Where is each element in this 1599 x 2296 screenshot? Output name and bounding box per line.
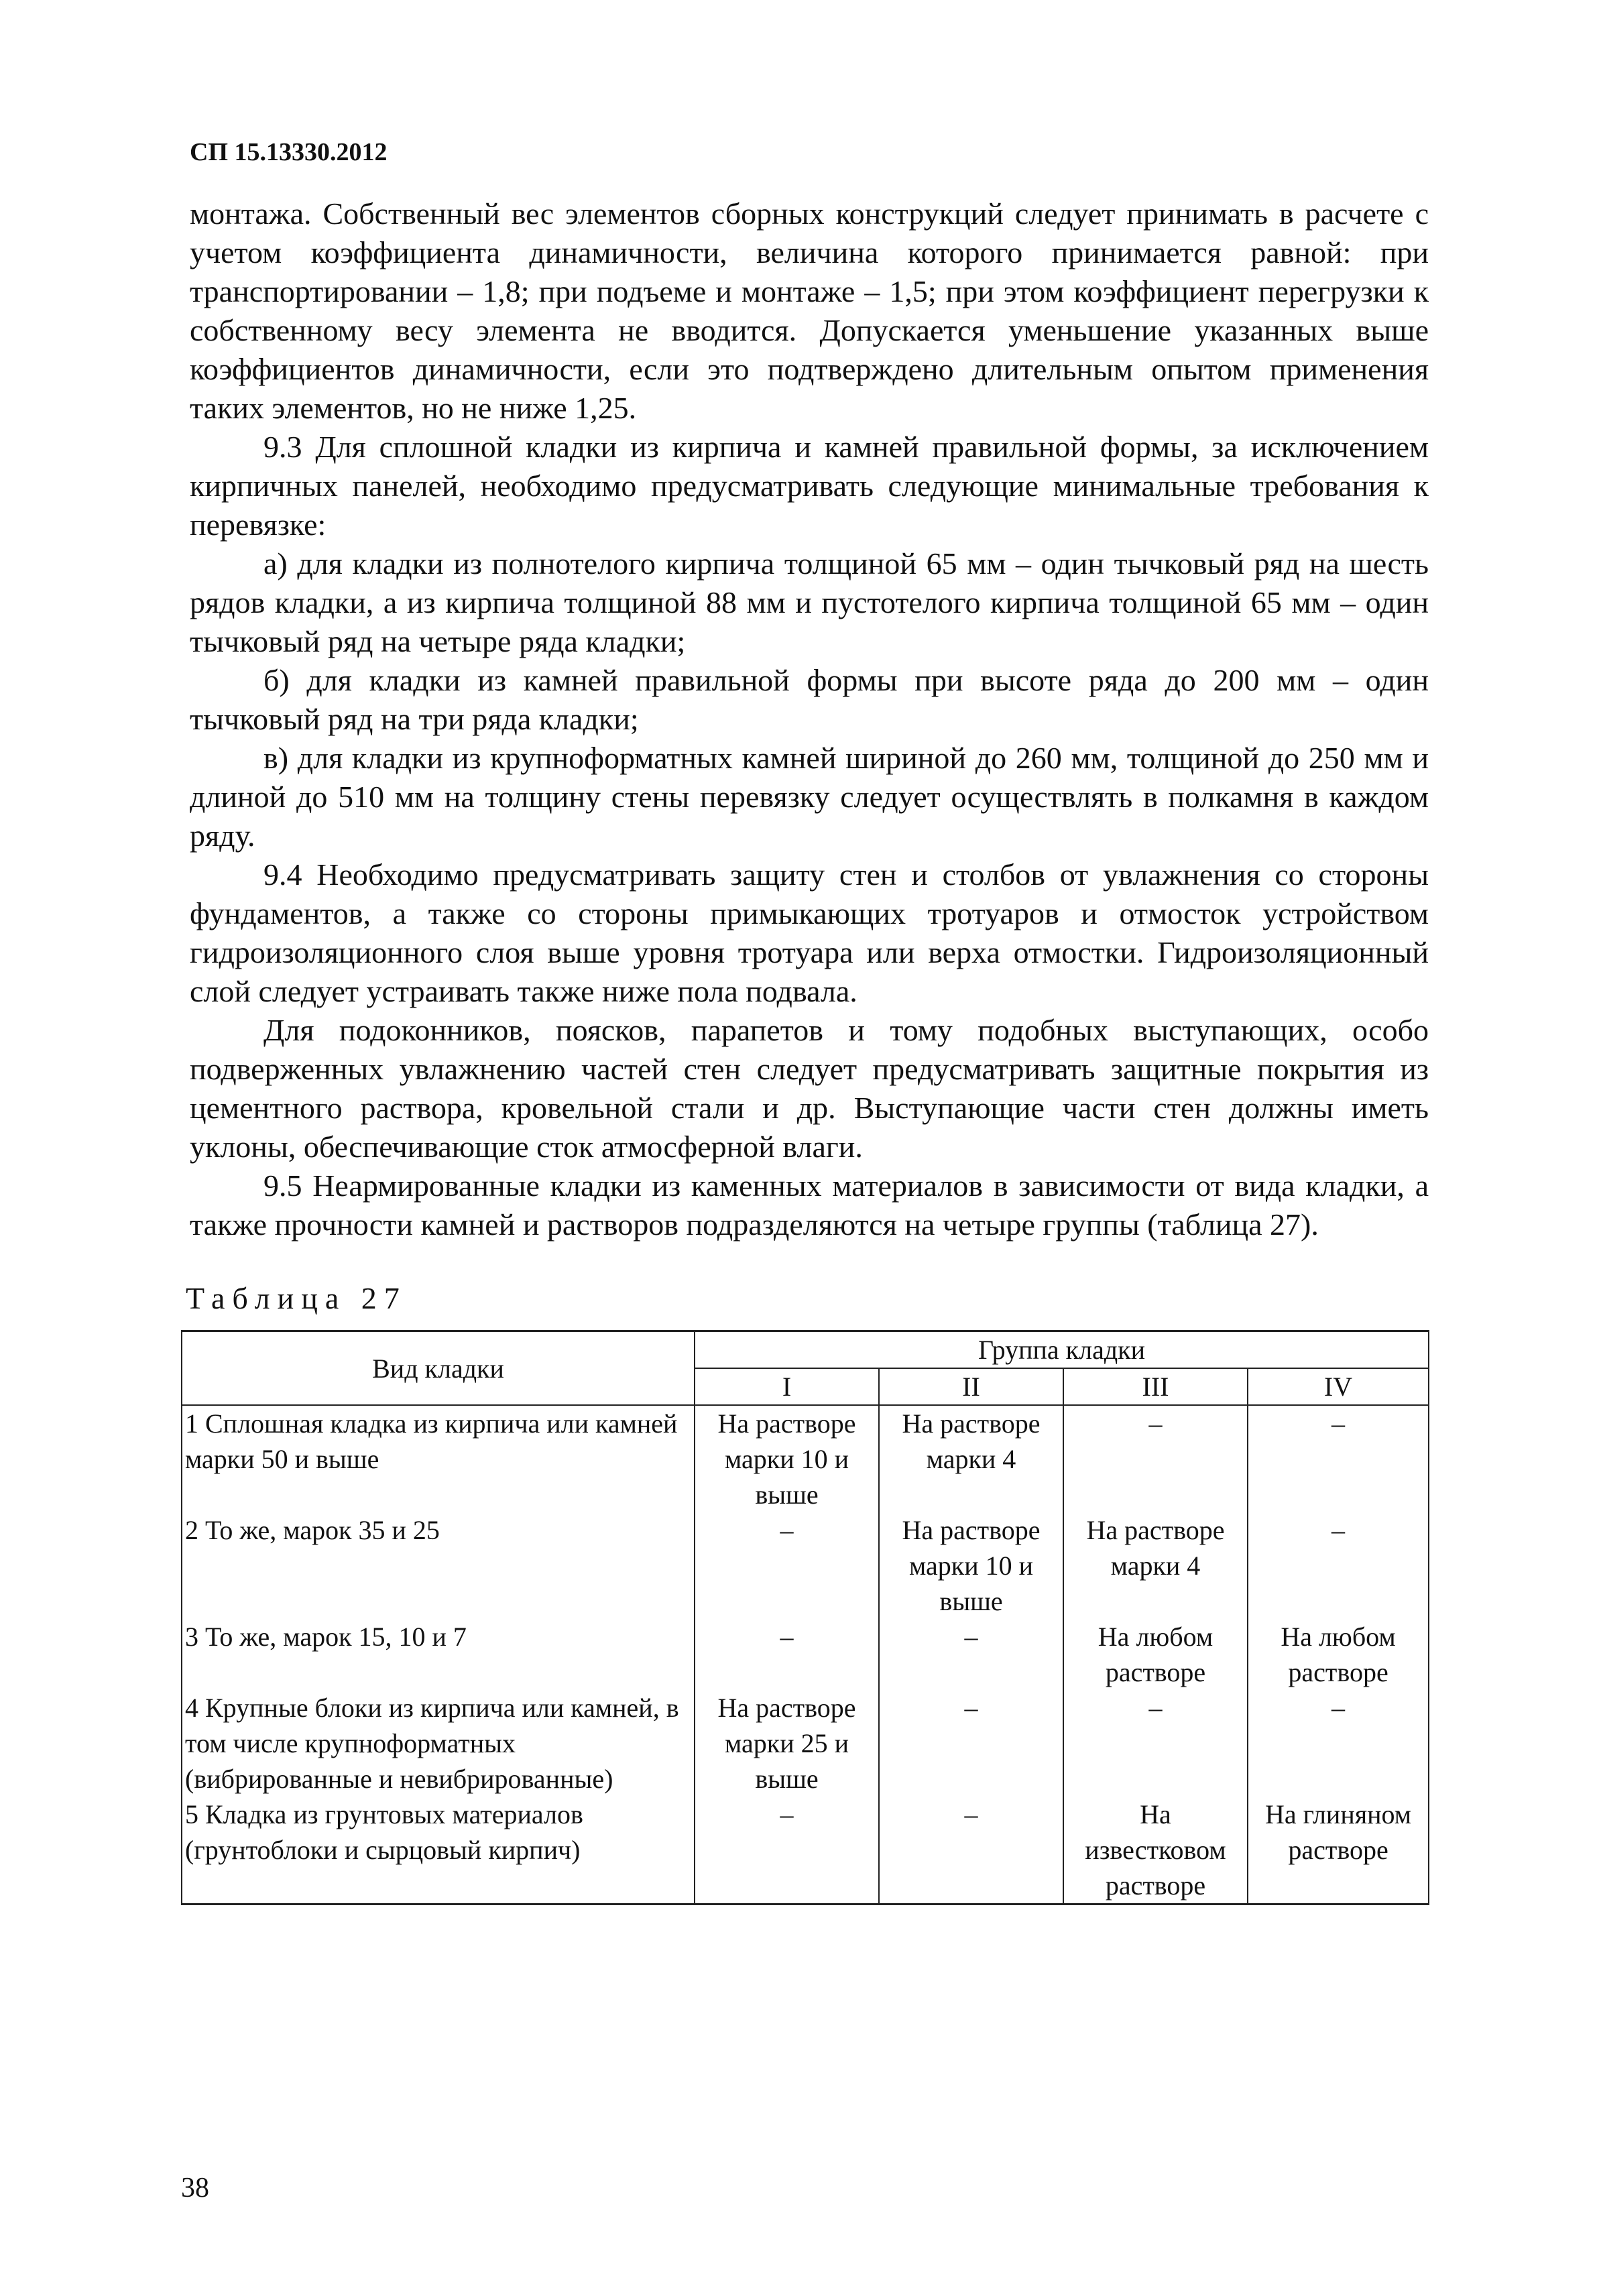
list-item-a: а) для кладки из полнотелого кирпича толщиной 65 мм – один тычковый ряд на шесть рядов кладки, а из кирпича толщиной 88 мм и пустотелого кирпича толщиной 65 мм – один тычковый ряд на четыре ряда кладки; [190,546,1429,658]
cell-group-i: – [695,1797,879,1905]
header-group-iii: III [1063,1368,1248,1405]
paragraph-continued: монтажа. Собственный вес элементов сборных конструкций следует принимать в расчете с учетом коэффициента динамичности, величина которого принимается равной: при транспортировании – 1,8; при подъеме и монтаже – 1,5; при этом коэффициент перегрузки к собственному весу элемента не вводится. Допускается уменьшение указанных выше коэффициентов динамичности, если это подтверждено длительным опытом применения таких элементов, но не ниже 1,25. [190,196,1429,425]
cell-group-ii: – [879,1619,1063,1690]
cell-group-i: На растворе марки 25 и выше [695,1690,879,1797]
cell-kind: 2 То же, марок 35 и 25 [182,1512,695,1619]
cell-group-ii: На растворе марки 10 и выше [879,1512,1063,1619]
table-row [182,1405,1429,1512]
cell-group-ii: – [879,1690,1063,1797]
paragraph-9-3: 9.3 Для сплошной кладки из кирпича и камней правильной формы, за исключением кирпичных панелей, необходимо предусматривать следующие минимальные требования к перевязке: [190,430,1429,542]
cell-kind: 5 Кладка из грунтовых материалов (грунтоблоки и сырцовый кирпич) [182,1797,695,1905]
cell-group-ii: – [879,1797,1063,1905]
list-item-b: б) для кладки из камней правильной формы при высоте ряда до 200 мм – один тычковый ряд на три ряда кладки; [190,663,1429,736]
paragraph-9-4: 9.4 Необходимо предусматривать защиту стен и столбов от увлажнения со стороны фундаментов, а также со стороны примыкающих тротуаров и отмосток устройством гидроизоляционного слоя выше уровня тротуара или верха отмостки. Гидроизоляционный слой следует устраивать также ниже пола подвала. [190,857,1429,1008]
cell-group-iii: – [1063,1690,1248,1797]
cell-group-iii: На любом растворе [1063,1619,1248,1690]
header-group-ii: II [879,1368,1063,1405]
document-header: СП 15.13330.2012 [190,138,388,166]
header-group: Группа кладки [695,1331,1429,1369]
cell-group-iii: На растворе марки 4 [1063,1512,1248,1619]
paragraph-9-5: 9.5 Неармированные кладки из каменных материалов в зависимости от вида кладки, а также прочности камней и растворов подразделяются на четыре группы (таблица 27). [190,1168,1429,1242]
table-row [182,1690,1429,1797]
header-group-i: I [695,1368,879,1405]
cell-kind: 3 То же, марок 15, 10 и 7 [182,1619,695,1690]
cell-group-iv: – [1248,1405,1429,1512]
cell-group-iii: На известковом растворе [1063,1797,1248,1905]
cell-kind: 1 Сплошная кладка из кирпича или камней марки 50 и выше [182,1405,695,1512]
cell-group-iv: – [1248,1690,1429,1797]
page-number: 38 [181,2173,209,2203]
cell-group-i: – [695,1512,879,1619]
header-group-iv: IV [1248,1368,1429,1405]
table-27 [181,1330,1429,1905]
table-row [182,1797,1429,1905]
cell-group-i: – [695,1619,879,1690]
table-row [182,1512,1429,1619]
cell-group-i: На растворе марки 10 и выше [695,1405,879,1512]
cell-group-ii: На растворе марки 4 [879,1405,1063,1512]
cell-group-iv: На глиняном растворе [1248,1797,1429,1905]
list-item-v: в) для кладки из крупноформатных камней шириной до 260 мм, толщиной до 250 мм и длиной до 510 мм на толщину стены перевязку следует осуществлять в полкамня в каждом ряду. [190,741,1429,853]
cell-group-iii: – [1063,1405,1248,1512]
cell-kind: 4 Крупные блоки из кирпича или камней, в том числе крупноформатных (вибрированные и невибрированные) [182,1690,695,1797]
header-kind: Вид кладки [182,1331,695,1406]
table-row [182,1619,1429,1690]
paragraph-sills: Для подоконников, поясков, парапетов и тому подобных выступающих, особо подверженных увлажнению частей стен следует предусматривать защитные покрытия из цементного раствора, кровельной стали и др. Выступающие части стен должны иметь уклоны, обеспечивающие сток атмосферной влаги. [190,1013,1429,1164]
table-caption: Таблица 27 [186,1281,407,1315]
cell-group-iv: – [1248,1512,1429,1619]
cell-group-iv: На любом растворе [1248,1619,1429,1690]
body-text [190,194,1429,1244]
